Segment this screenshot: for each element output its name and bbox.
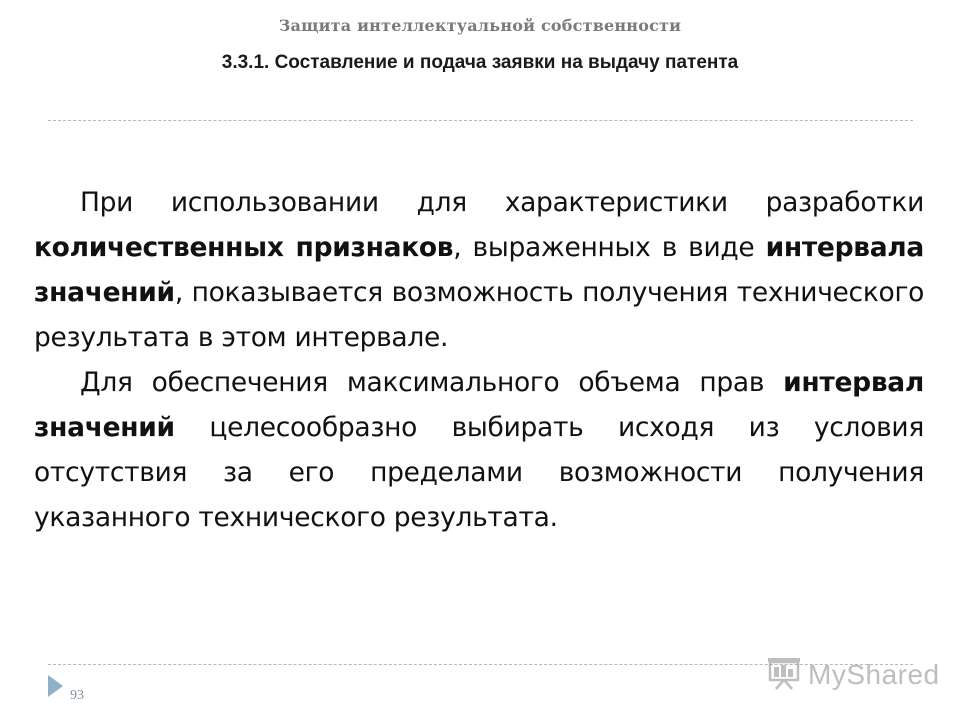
- p2-text-2: целесообразно выбирать исходя из условия отсутствия за его пределами возможности получения указанного технического результата.: [34, 412, 924, 533]
- watermark-logo: [766, 655, 940, 695]
- paragraph-2: [34, 360, 924, 540]
- p2-bold-1: интервал значений: [34, 367, 924, 443]
- watermark-text: MyShared: [808, 659, 940, 690]
- p1-text-1: При использовании для характеристики разработки: [80, 187, 924, 218]
- p1-bold-1: количественных признаков: [34, 232, 454, 263]
- top-divider: [48, 120, 913, 121]
- course-title: Защита интеллектуальной собственности: [278, 16, 682, 35]
- projector-screen-icon: [766, 656, 802, 695]
- triangle-bullet-icon: [48, 675, 63, 697]
- p1-text-3: , показывается возможность получения технического результата в этом интервале.: [34, 277, 924, 353]
- p2-text-1: Для обеспечения максимального объема прав: [80, 367, 784, 398]
- section-title: 3.3.1. Составление и подача заявки на выдачу патента: [221, 52, 739, 73]
- p1-text-2: , выраженных в виде: [453, 232, 766, 263]
- p1-bold-2: интервала значений: [34, 232, 924, 308]
- slide-body: [34, 180, 924, 540]
- page-number: 93: [70, 688, 84, 703]
- paragraph-1: [34, 180, 924, 360]
